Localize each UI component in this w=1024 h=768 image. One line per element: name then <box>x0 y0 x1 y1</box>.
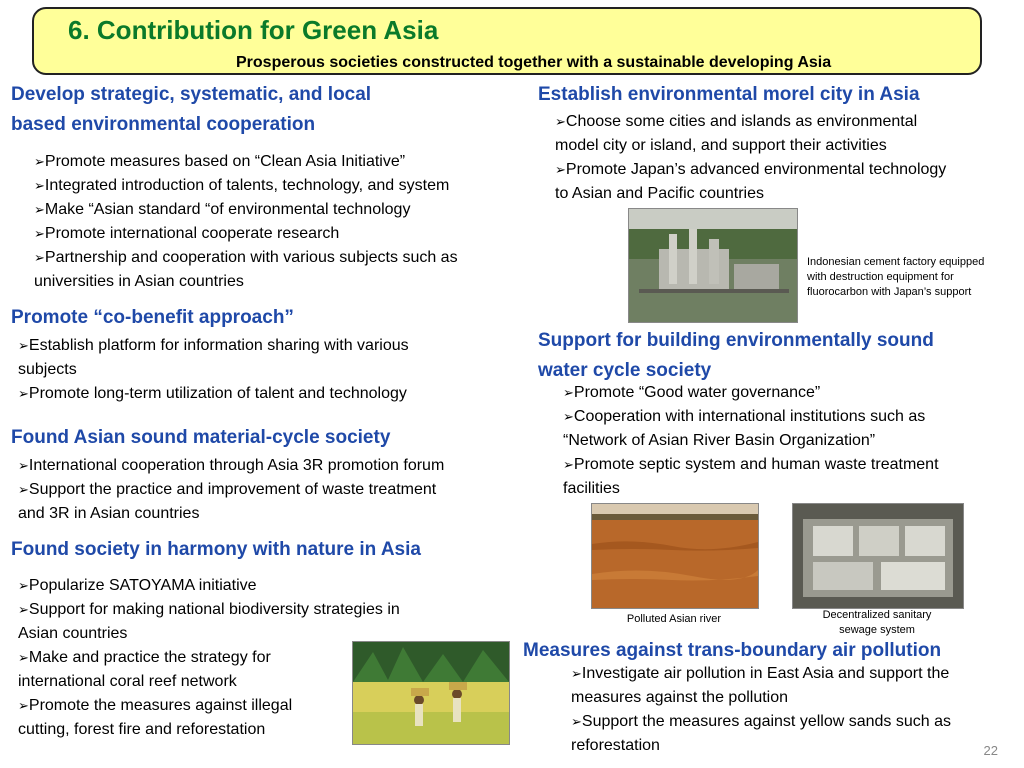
list-item: ➢International cooperation through Asia 3R promotion forum <box>18 457 445 474</box>
polluted-river-photo <box>591 503 759 609</box>
caption-line: fluorocarbon with Japan’s support <box>807 286 972 298</box>
bullet-list-material-cycle <box>18 454 528 526</box>
list-item: and 3R in Asian countries <box>18 505 200 522</box>
list-item: ➢Make “Asian standard “of environmental technology <box>34 201 411 218</box>
list-item: international coral reef network <box>18 673 237 690</box>
section-heading-water-cycle <box>538 326 934 386</box>
rice-field-photo <box>352 641 510 745</box>
cement-factory-photo <box>628 208 798 323</box>
sewage-system-caption <box>792 608 962 638</box>
list-item: ➢Promote septic system and human waste treatment <box>563 456 939 473</box>
list-item: model city or island, and support their activities <box>555 137 887 154</box>
list-item: “Network of Asian River Basin Organization” <box>563 432 876 449</box>
page-title: 6. Contribution for Green Asia <box>68 15 439 45</box>
list-item: ➢Promote measures based on “Clean Asia Initiative” <box>34 153 406 170</box>
list-item: ➢Investigate air pollution in East Asia and support the <box>571 665 950 682</box>
list-item: universities in Asian countries <box>34 273 244 290</box>
list-item: ➢Establish platform for information sharing with various <box>18 337 409 354</box>
list-item: to Asian and Pacific countries <box>555 185 765 202</box>
list-item: ➢Integrated introduction of talents, technology, and system <box>34 177 450 194</box>
list-item: Asian countries <box>18 625 128 642</box>
list-item: ➢Cooperation with international institutions such as <box>563 408 926 425</box>
cement-factory-caption <box>807 255 1019 300</box>
heading-line: based environmental cooperation <box>11 114 316 135</box>
list-item: ➢Popularize SATOYAMA initiative <box>18 577 257 594</box>
list-item: reforestation <box>571 737 660 754</box>
sewage-system-photo <box>792 503 964 609</box>
bullet-list-air-pollution <box>571 662 1016 758</box>
section-heading-harmony-nature: Found society in harmony with nature in Asia <box>11 539 421 560</box>
bullet-list-water-cycle <box>563 381 1013 501</box>
list-item: ➢Support the measures against yellow sands such as <box>571 713 951 730</box>
list-item: ➢Support for making national biodiversity strategies in <box>18 601 400 618</box>
list-item: ➢Promote “Good water governance” <box>563 384 821 401</box>
heading-line: Develop strategic, systematic, and local <box>11 84 372 105</box>
bullet-list-strategic-cooperation <box>34 150 524 294</box>
section-heading-air-pollution: Measures against trans-boundary air pollution <box>523 640 942 661</box>
bullet-list-co-benefit <box>18 334 518 406</box>
heading-line: water cycle society <box>538 360 712 381</box>
list-item: ➢Partnership and cooperation with various subjects such as <box>34 249 458 266</box>
list-item: ➢Choose some cities and islands as environmental <box>555 113 918 130</box>
caption-line: with destruction equipment for <box>807 271 954 283</box>
bullet-list-model-city <box>555 110 1015 206</box>
list-item: cutting, forest fire and reforestation <box>18 721 266 738</box>
heading-line: Support for building environmentally sound <box>538 330 934 351</box>
page-subtitle: Prosperous societies constructed together with a sustainable developing Asia <box>236 54 832 71</box>
list-item: ➢Make and practice the strategy for <box>18 649 271 666</box>
list-item: ➢Promote Japan’s advanced environmental technology <box>555 161 947 178</box>
polluted-river-caption: Polluted Asian river <box>626 613 722 625</box>
page-number: 22 <box>983 743 998 758</box>
caption-line: Decentralized sanitary <box>822 609 932 621</box>
section-heading-co-benefit: Promote “co-benefit approach” <box>11 307 294 328</box>
list-item: ➢Support the practice and improvement of waste treatment <box>18 481 437 498</box>
list-item: ➢Promote long-term utilization of talent and technology <box>18 385 407 402</box>
list-item: measures against the pollution <box>571 689 789 706</box>
section-heading-material-cycle: Found Asian sound material-cycle society <box>11 427 391 448</box>
section-heading-strategic-cooperation <box>11 80 371 140</box>
list-item: facilities <box>563 480 620 497</box>
section-heading-model-city: Establish environmental morel city in Asia <box>538 84 920 105</box>
list-item: ➢Promote the measures against illegal <box>18 697 293 714</box>
list-item: subjects <box>18 361 77 378</box>
list-item: ➢Promote international cooperate research <box>34 225 340 242</box>
caption-line: Indonesian cement factory equipped <box>807 256 985 268</box>
caption-line: sewage system <box>839 624 915 636</box>
